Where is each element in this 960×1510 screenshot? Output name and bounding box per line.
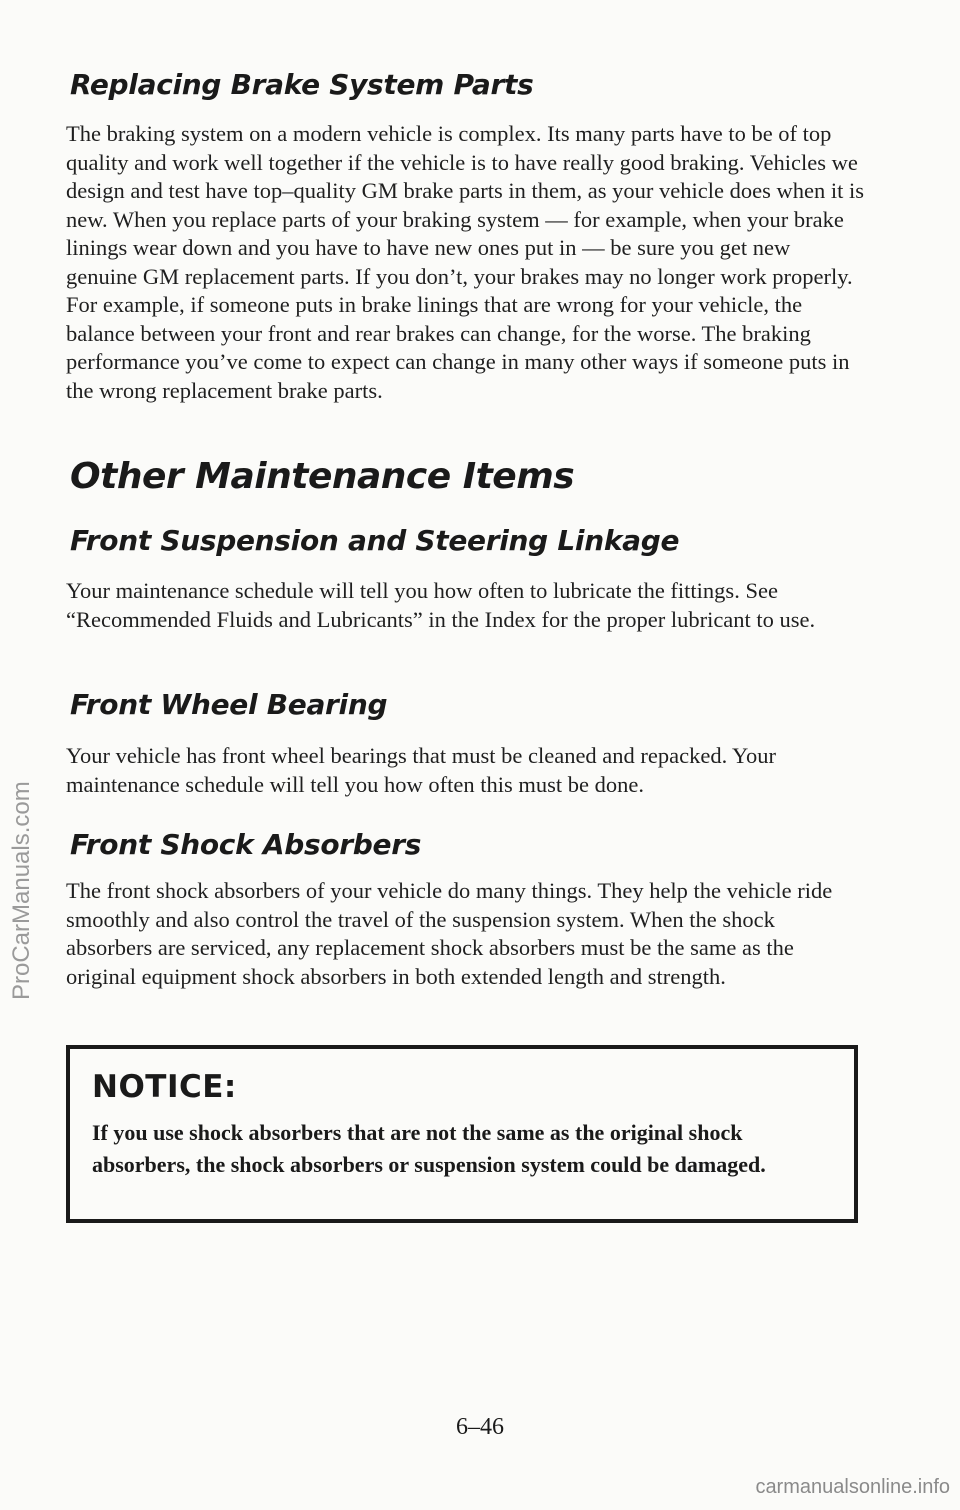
heading-replacing-brake-parts: Replacing Brake System Parts <box>70 68 534 101</box>
heading-front-wheel-bearing: Front Wheel Bearing <box>70 688 388 721</box>
heading-other-maintenance-items: Other Maintenance Items <box>70 456 575 497</box>
footer-site: carmanualsonline.info <box>755 1476 950 1498</box>
notice-box <box>66 1045 858 1223</box>
paragraph-front-wheel-bearing: Your vehicle has front wheel bearings that must be cleaned and repacked. Your maintenance schedule will tell you how often this must be done. <box>66 743 777 797</box>
heading-front-shock-absorbers: Front Shock Absorbers <box>70 828 422 861</box>
notice-text: If you use shock absorbers that are not the same as the original shock absorbers, the shock absorbers or suspension system could be damaged. <box>92 1120 766 1177</box>
heading-front-suspension: Front Suspension and Steering Linkage <box>70 524 680 557</box>
notice-title: NOTICE: <box>92 1069 237 1105</box>
paragraph-front-suspension: Your maintenance schedule will tell you how often to lubricate the fittings. See “Recommended Fluids and Lubricants” in the Index for the proper lubricant to use. <box>66 578 816 632</box>
paragraph-front-shock-absorbers: The front shock absorbers of your vehicle do many things. They help the vehicle ride smoothly and also control the travel of the suspension system. When the shock absorbers are serviced, any replacement shock absorbers must be the same as the original equipment shock absorbers in both extended length and strength. <box>66 878 833 989</box>
watermark: ProCarManuals.com <box>8 781 35 1000</box>
paragraph-brake-parts: The braking system on a modern vehicle is complex. Its many parts have to be of top quality and work well together if the vehicle is to have really good braking. Vehicles we design and test have top–quality GM brake parts in them, as your vehicle does when it is new. When you replace parts of your braking system — for example, when your brake linings wear down and you have to have new ones put in — be sure you get new genuine GM replacement parts. If you don’t, your brakes may no longer work properly. For example, if someone puts in brake linings that are wrong for your vehicle, the balance between your front and rear brakes can change, for the worse. The braking performance you’ve come to expect can change in many other ways if someone puts in the wrong replacement brake parts. <box>66 121 864 403</box>
page-number: 6–46 <box>456 1414 504 1440</box>
